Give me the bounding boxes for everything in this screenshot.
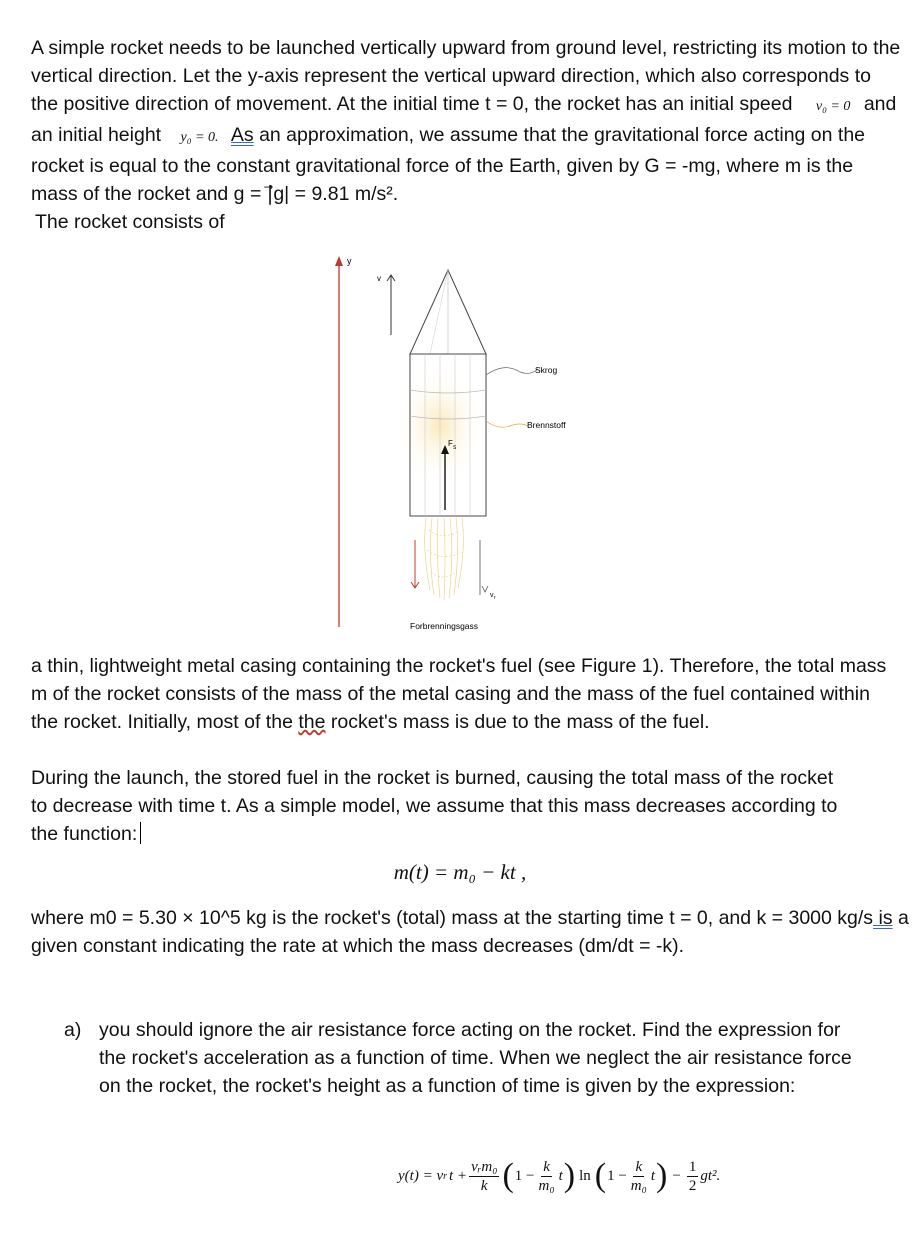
- thrust-label: F: [448, 439, 453, 448]
- eq-lhs-sub: r: [443, 1170, 448, 1182]
- eq-paren-close-2: ): [656, 1157, 668, 1194]
- mass-decrease-paragraph: [31, 764, 851, 848]
- eq-t-2: t: [650, 1167, 656, 1184]
- height-equation: [398, 1146, 720, 1206]
- eq-half-den: 2: [688, 1177, 697, 1194]
- intro-paragraph: [31, 34, 901, 236]
- velocity-label: v: [377, 274, 381, 283]
- eq-frac-k-den-1: m₀: [538, 1177, 555, 1194]
- intro-rest: an approximation, we assume that the gravitational force acting on the rocket is equal to the constant gravitational force of the Earth, given by G = -mg, where m is the mass of the rocket and g = |⃗g| = 9.81 m/s².: [31, 124, 866, 205]
- eq-t-1: t: [558, 1167, 563, 1184]
- text-cursor: [140, 822, 141, 844]
- casing-paragraph: [31, 652, 901, 736]
- eq-frac1-num: vᵣm₀: [471, 1158, 498, 1175]
- eq-frac1-den: k: [480, 1177, 488, 1194]
- eq-ln: ln: [579, 1167, 591, 1184]
- eq-lhs: y(t) = v: [398, 1167, 444, 1184]
- part-a-label: a): [64, 1019, 82, 1041]
- rocket-figure: [300, 250, 620, 640]
- skrog-label: Skrog: [535, 365, 558, 375]
- eq-fraction-half: [687, 1158, 699, 1195]
- intro-text: A simple rocket needs to be launched vertically upward from ground level, restricting its motion to the vertical direction. Let the y-axis represent the vertical upward direction, which also corresponds to the positive direction of movement. At the initial time t = 0, the rocket has an initial speed: [31, 37, 901, 115]
- eq-t-plus: t +: [449, 1167, 468, 1184]
- mass-decrease-text: During the launch, the stored fuel in the rocket is burned, causing the total mass of the rocket to decrease with time t. As a simple model, we assume that this mass decreases according to the function:: [31, 767, 838, 845]
- casing-text-before: a thin, lightweight metal casing containing the rocket's fuel (see Figure 1). Therefore, the total mass m of the rocket consists of the mass of the metal casing and the mass of the fuel contained within the rocket. Initially, most of the: [31, 655, 887, 733]
- eq-one-minus-2: 1 −: [607, 1167, 627, 1184]
- v0-expression: v₀ = 0: [815, 99, 851, 114]
- spellcheck-as[interactable]: As: [230, 124, 254, 146]
- eq-fraction-k-over-m0-1: [537, 1158, 557, 1195]
- constants-text-before: where m0 = 5.30 × 10^5 kg is the rocket's (total) mass at the starting time t = 0, and k = 3000 kg/s: [31, 907, 874, 929]
- eq-frac-k-num-1: k: [543, 1158, 550, 1175]
- constants-paragraph: [31, 904, 911, 960]
- spellcheck-duplicate-word[interactable]: the: [298, 711, 326, 733]
- thrust-subscript: S: [453, 445, 457, 451]
- casing-text-after: rocket's mass is due to the mass of the fuel.: [330, 711, 710, 733]
- constants-text-after: a given constant indicating the rate at which the mass decreases (dm/dt = -k).: [31, 907, 909, 957]
- intro-last-line: The rocket consists of: [35, 211, 225, 233]
- vr-label: v: [490, 592, 494, 599]
- exhaust-flame: [425, 518, 464, 600]
- part-a-text: you should ignore the air resistance force acting on the rocket. Find the expression for the rocket's acceleration as a function of time. When we neglect the air resistance force on the rocket, the rocket's height as a function of time is given by the expression:: [99, 1019, 852, 1097]
- brennstoff-leader: [486, 421, 528, 427]
- eq-gt2: gt².: [700, 1167, 721, 1184]
- eq-fraction-vr-m0-over-k: [469, 1158, 499, 1195]
- skrog-leader: [486, 368, 538, 375]
- mass-equation: m(t) = m₀ − kt ,: [393, 860, 527, 884]
- y-axis-label: y: [347, 256, 352, 266]
- eq-frac-k-num-2: k: [635, 1158, 643, 1175]
- eq-paren-open-2: (: [594, 1157, 607, 1194]
- eq-paren-open-1: (: [502, 1157, 514, 1194]
- eq-paren-close-1: ): [563, 1157, 576, 1194]
- vr-arrow-head: [482, 586, 488, 592]
- y-axis-arrow: [335, 256, 343, 266]
- vr-subscript: r: [494, 595, 496, 601]
- part-a: [64, 1016, 864, 1100]
- brennstoff-label: Brennstoff: [527, 420, 566, 430]
- eq-fraction-k-over-m0-2: [629, 1158, 649, 1195]
- eq-frac-k-den-2: m₀: [630, 1177, 647, 1194]
- eq-half-num: 1: [688, 1158, 697, 1175]
- eq-one-minus-1: 1 −: [514, 1167, 535, 1184]
- y0-expression: y₀ = 0.: [180, 130, 219, 145]
- exhaust-gas-label: Forbrenningsgass: [410, 621, 479, 631]
- intro-and-height: and an initial height: [31, 93, 897, 146]
- eq-minus: −: [672, 1167, 681, 1184]
- spellcheck-is[interactable]: is: [873, 907, 893, 929]
